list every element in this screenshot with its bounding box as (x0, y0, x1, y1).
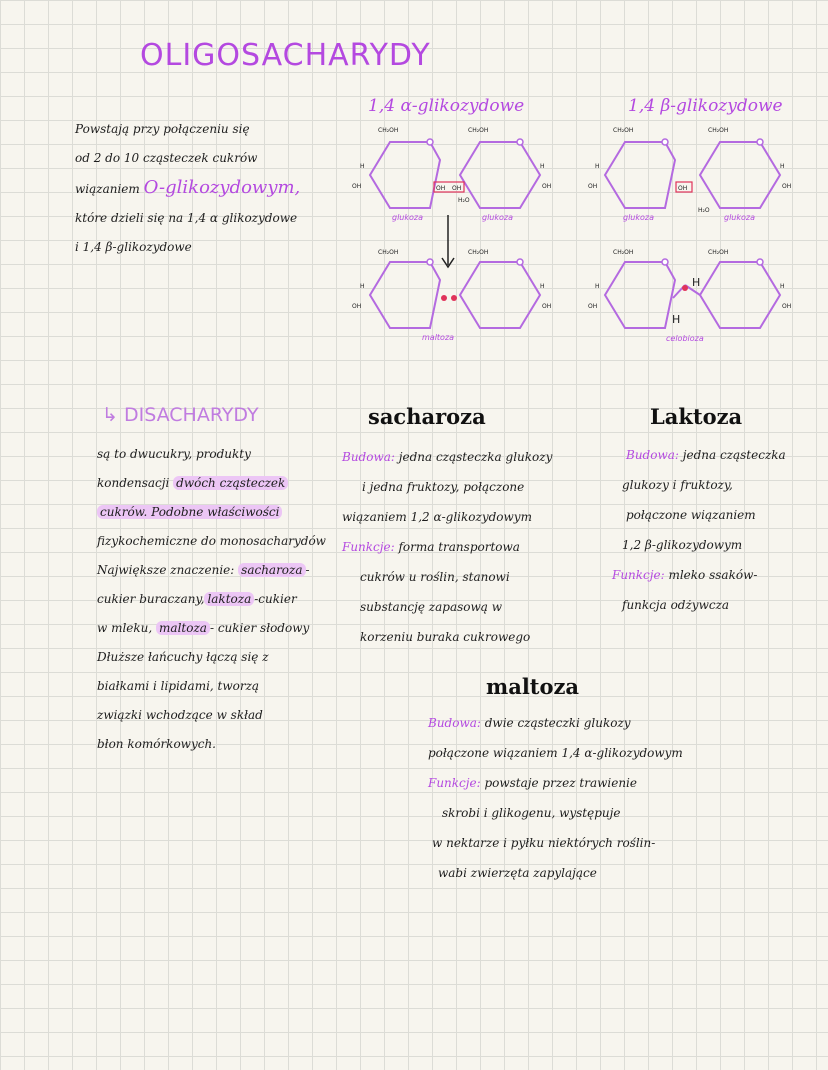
bond-dot (441, 295, 447, 301)
h-label: H (540, 283, 545, 290)
sacharoza-heading: sacharoza (368, 404, 486, 429)
ring-oxygen (517, 259, 523, 265)
alpha-diagram-title: 1,4 α-glikozydowe (368, 96, 525, 116)
ch2oh-label: CH₂OH (613, 127, 634, 134)
budowa-label: Budowa: (428, 716, 481, 730)
celobioza-label: celobioza (666, 334, 704, 343)
bond-dot (682, 285, 688, 291)
text-line-part: forma transportowa (398, 540, 520, 554)
highlight: maltoza (156, 621, 210, 635)
intro-line: od 2 do 10 cząsteczek cukrów (75, 151, 258, 165)
intro-line: Powstają przy połączeniu się (75, 122, 250, 136)
text-line: funkcja odżywcza (622, 598, 730, 612)
h-label: H (780, 163, 785, 170)
text-line-part: cukrów. Podobne właściwości (97, 505, 282, 519)
text-line: cukrów u roślin, stanowi (360, 570, 510, 584)
glukoza-label: glukoza (724, 213, 755, 222)
text-line-part: cukier buraczany, (97, 592, 205, 606)
beta-diagram-title: 1,4 β-glikozydowe (628, 96, 783, 116)
glucose-ring (460, 262, 540, 328)
h-label: H (595, 163, 600, 170)
ring-oxygen (757, 259, 763, 265)
text-line (342, 532, 572, 562)
oh-label: OH (588, 183, 598, 190)
glucose-ring (605, 142, 675, 208)
text-line: są to dwucukry, produkty (97, 447, 251, 461)
text-line-part: jedna cząsteczka (682, 448, 786, 462)
glucose-ring (700, 142, 780, 208)
ch2oh-label: CH₂OH (708, 127, 729, 134)
text-line: i jedna fruktozy, połączone (362, 480, 525, 494)
ring-oxygen (662, 259, 668, 265)
text-line: wabi zwierzęta zapylające (438, 866, 597, 880)
oh-label: OH (436, 185, 446, 192)
intro-line-part: wiązaniem (75, 182, 140, 196)
text-line-part: kondensacji (97, 476, 170, 490)
glucose-ring (370, 142, 440, 208)
glucose-ring (605, 262, 675, 328)
text-line: skrobi i glikogenu, występuje (442, 806, 621, 820)
oh-label: OH (782, 303, 792, 310)
ring-oxygen (427, 259, 433, 265)
ring-oxygen (517, 139, 523, 145)
text-line-part: mleko ssaków- (668, 568, 758, 582)
glycosidic-diagrams (340, 120, 810, 360)
text-line: substancję zapasową w (360, 600, 502, 614)
h2o-label: H₂O (698, 207, 710, 214)
text-line: 1,2 β-glikozydowym (622, 538, 743, 552)
ch2oh-label: CH₂OH (613, 249, 634, 256)
oh-label: OH (542, 183, 552, 190)
text-line (428, 768, 768, 798)
glukoza-label: glukoza (482, 213, 513, 222)
ch2oh-label: CH₂OH (708, 249, 729, 256)
h-label: H (360, 283, 365, 290)
maltoza-label: maltoza (422, 333, 455, 342)
oh-label: OH (588, 303, 598, 310)
text-line-part: -cukier (254, 592, 297, 606)
h-label: H (595, 283, 600, 290)
text-line: glukozy i fruktozy, (622, 478, 733, 492)
ch2oh-label: CH₂OH (468, 127, 489, 134)
highlight: laktoza (204, 592, 254, 606)
funkcje-label: Funkcje: (612, 568, 665, 582)
h-label: H (692, 276, 701, 289)
disacharydy-text (97, 440, 347, 759)
highlight: sacharoza (238, 563, 305, 577)
h-label: H (360, 163, 365, 170)
glukoza-label: glukoza (623, 213, 654, 222)
intro-line: które dzieli się na 1,4 α glikozydowe (75, 211, 298, 225)
intro-line: i 1,4 β-glikozydowe (75, 240, 192, 254)
ring-oxygen (427, 139, 433, 145)
laktoza-text (612, 440, 822, 620)
ch2oh-label: CH₂OH (468, 249, 489, 256)
budowa-label: Budowa: (342, 450, 395, 464)
text-line-part: powstaje przez trawienie (484, 776, 637, 790)
laktoza-heading: Laktoza (650, 404, 743, 429)
ch2oh-label: CH₂OH (378, 127, 399, 134)
text-line (97, 585, 347, 614)
text-line (97, 556, 347, 585)
text-line: fizykochemiczne do monosacharydów (97, 534, 326, 548)
text-line: połączone wiązaniem (626, 508, 756, 522)
ch2oh-label: CH₂OH (378, 249, 399, 256)
text-line: korzeniu buraka cukrowego (360, 630, 531, 644)
ring-oxygen (662, 139, 668, 145)
h2o-label: H₂O (458, 197, 470, 204)
disacharydy-heading: ↳ DISACHARYDY (102, 404, 259, 426)
glukoza-label: glukoza (392, 213, 423, 222)
text-line (612, 560, 822, 590)
maltoza-text (428, 708, 768, 888)
text-line (97, 498, 347, 527)
bond-dot (451, 295, 457, 301)
oh-label: OH (352, 183, 362, 190)
intro-line (75, 173, 345, 204)
oh-label: OH (452, 185, 462, 192)
text-line: wiązaniem 1,2 α-glikozydowym (342, 510, 532, 524)
oh-label: OH (782, 183, 792, 190)
text-line-part: dwie cząsteczki glukozy (484, 716, 631, 730)
intro-text (75, 115, 345, 262)
text-line (97, 614, 347, 643)
budowa-label: Budowa: (626, 448, 679, 462)
oh-label: OH (352, 303, 362, 310)
text-line-part: w mleku, (97, 621, 153, 635)
text-line: związki wchodzące w skład (97, 708, 263, 722)
text-line: błon komórkowych. (97, 737, 216, 751)
page-title: OLIGOSACHARYDY (140, 38, 431, 73)
oh-label: OH (542, 303, 552, 310)
h-label: H (672, 313, 681, 326)
text-line: w nektarze i pyłku niektórych roślin- (432, 836, 656, 850)
funkcje-label: Funkcje: (342, 540, 395, 554)
text-line-part: - (305, 563, 310, 577)
text-line-part: Największe znaczenie: (97, 563, 235, 577)
h-label: H (540, 163, 545, 170)
sacharoza-text (342, 442, 572, 652)
text-line (342, 442, 572, 472)
glucose-ring (460, 142, 540, 208)
text-line (97, 469, 347, 498)
text-line (428, 708, 768, 738)
funkcje-label: Funkcje: (428, 776, 481, 790)
text-line: Dłuższe łańcuchy łączą się z (97, 650, 269, 664)
text-line (612, 440, 822, 470)
text-line: białkami i lipidami, tworzą (97, 679, 260, 693)
highlight: dwóch cząsteczek (173, 476, 288, 490)
oh-label: OH (678, 185, 688, 192)
text-line: połączone wiązaniem 1,4 α-glikozydowym (428, 746, 683, 760)
text-line-part: jedna cząsteczka glukozy (398, 450, 553, 464)
ring-oxygen (757, 139, 763, 145)
glucose-ring (700, 262, 780, 328)
h-label: H (780, 283, 785, 290)
maltoza-heading: maltoza (486, 674, 580, 699)
bond-word: O-glikozydowym, (143, 177, 301, 198)
glucose-ring (370, 262, 440, 328)
text-line-part: - cukier słodowy (209, 621, 310, 635)
